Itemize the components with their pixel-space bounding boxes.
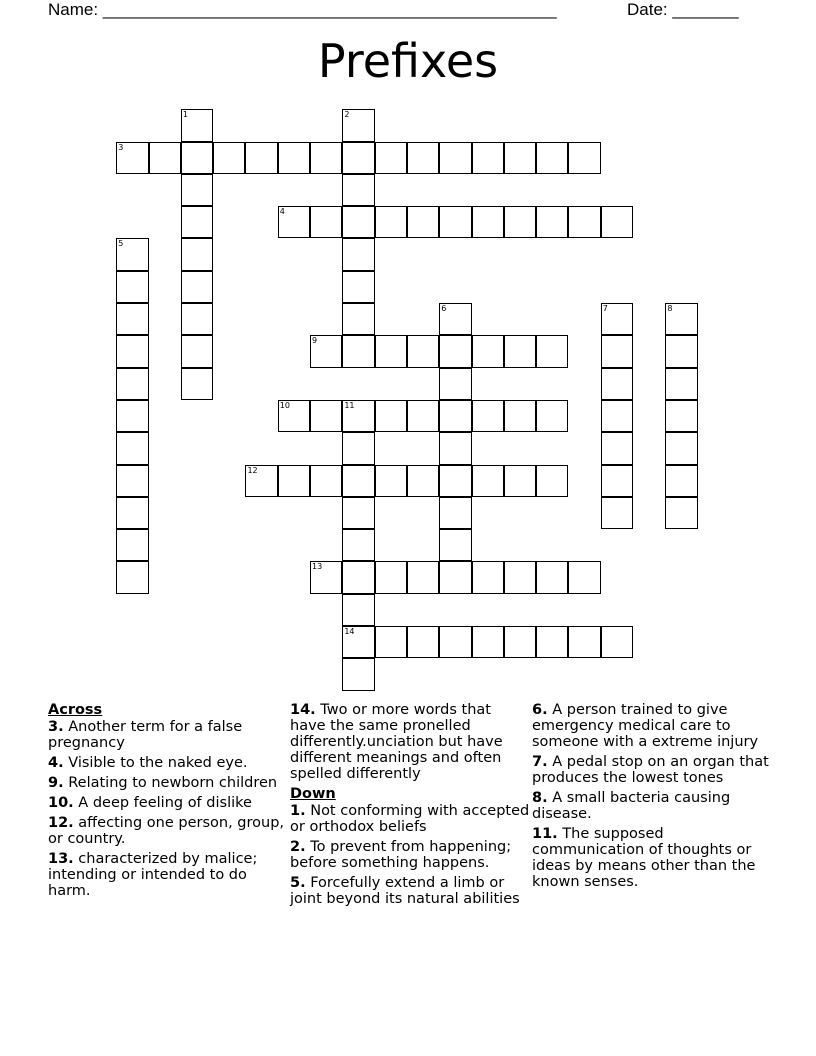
grid-cell[interactable] xyxy=(375,561,407,593)
clue-text: A person trained to give emergency medical care to someone with a extreme injury xyxy=(532,702,759,750)
grid-cell[interactable] xyxy=(504,465,536,497)
clue-number: 5. xyxy=(290,875,306,891)
grid-cell[interactable] xyxy=(536,465,568,497)
grid-cell[interactable] xyxy=(116,368,148,400)
clue-text: Forcefully extend a limb or joint beyond its natural abilities xyxy=(290,875,520,907)
clue-number: 2 xyxy=(344,110,350,120)
clue-heading: Down xyxy=(290,786,336,802)
grid-cell[interactable] xyxy=(472,142,504,174)
grid-cell[interactable] xyxy=(181,142,213,174)
grid-cell[interactable] xyxy=(472,465,504,497)
clue-number: 4 xyxy=(279,207,285,217)
clue-column-1 xyxy=(48,702,288,903)
grid-cell[interactable] xyxy=(116,335,148,367)
grid-cell[interactable] xyxy=(568,142,600,174)
grid-cell[interactable] xyxy=(342,432,374,464)
grid-cell[interactable] xyxy=(472,626,504,658)
grid-cell[interactable] xyxy=(213,142,245,174)
grid-cell[interactable] xyxy=(375,465,407,497)
clue-text: To prevent from happening; before something happens. xyxy=(290,839,512,871)
grid-cell[interactable] xyxy=(181,109,213,141)
grid-cell[interactable] xyxy=(342,174,374,206)
date-field[interactable]: Date: _______ xyxy=(627,0,739,19)
grid-cell[interactable] xyxy=(439,400,471,432)
clue-number: 2. xyxy=(290,839,306,855)
grid-cell[interactable] xyxy=(342,238,374,270)
grid-cell[interactable] xyxy=(116,561,148,593)
clue-number: 1 xyxy=(182,110,188,120)
grid-cell[interactable] xyxy=(407,400,439,432)
grid-cell[interactable] xyxy=(310,465,342,497)
clue-number: 8 xyxy=(667,304,673,314)
grid-cell[interactable] xyxy=(601,335,633,367)
grid-cell[interactable] xyxy=(116,303,148,335)
grid-cell[interactable] xyxy=(536,335,568,367)
clue-down xyxy=(532,826,772,890)
clue-number: 9 xyxy=(312,336,318,346)
grid-cell[interactable] xyxy=(278,142,310,174)
clue-number: 3 xyxy=(118,142,124,152)
grid-cell[interactable] xyxy=(536,206,568,238)
grid-cell[interactable] xyxy=(601,206,633,238)
grid-cell[interactable] xyxy=(149,142,181,174)
grid-cell[interactable] xyxy=(472,561,504,593)
grid-cell[interactable] xyxy=(568,206,600,238)
clue-text: Another term for a false pregnancy xyxy=(48,719,243,751)
clue-number: 3. xyxy=(48,719,64,735)
grid-cell[interactable] xyxy=(439,335,471,367)
grid-cell[interactable] xyxy=(665,432,697,464)
grid-cell[interactable] xyxy=(504,561,536,593)
grid-cell[interactable] xyxy=(116,465,148,497)
clue-text: Relating to newborn children xyxy=(63,775,278,791)
clue-number: 9. xyxy=(48,775,64,791)
clue-number: 1. xyxy=(290,803,306,819)
grid-cell[interactable] xyxy=(375,400,407,432)
grid-cell[interactable] xyxy=(245,465,277,497)
clue-number: 6 xyxy=(441,304,447,314)
clue-down xyxy=(290,803,530,835)
grid-cell[interactable] xyxy=(310,206,342,238)
grid-cell[interactable] xyxy=(665,335,697,367)
grid-cell[interactable] xyxy=(407,561,439,593)
grid-cell[interactable] xyxy=(278,465,310,497)
grid-cell[interactable] xyxy=(342,400,374,432)
grid-cell[interactable] xyxy=(342,561,374,593)
clue-text: Visible to the naked eye. xyxy=(63,755,248,771)
grid-cell[interactable] xyxy=(536,142,568,174)
clue-number: 5 xyxy=(118,239,124,249)
grid-cell[interactable] xyxy=(181,303,213,335)
grid-cell[interactable] xyxy=(601,626,633,658)
clue-down xyxy=(532,702,772,750)
page-title: Prefixes xyxy=(317,34,499,88)
clue-text: characterized by malice; intending or intended to do harm. xyxy=(48,851,258,899)
grid-cell[interactable] xyxy=(504,626,536,658)
grid-cell[interactable] xyxy=(407,626,439,658)
grid-cell[interactable] xyxy=(439,142,471,174)
clue-across xyxy=(290,702,530,782)
clue-number: 12 xyxy=(247,465,258,475)
grid-cell[interactable] xyxy=(439,497,471,529)
grid-cell[interactable] xyxy=(181,174,213,206)
grid-cell[interactable] xyxy=(116,142,148,174)
name-field[interactable]: Name: ________________________________________________ xyxy=(48,0,557,19)
clue-text: A pedal stop on an organ that produces the lowest tones xyxy=(532,754,769,786)
grid-cell[interactable] xyxy=(536,561,568,593)
clue-heading: Across xyxy=(48,702,103,718)
grid-cell[interactable] xyxy=(407,206,439,238)
clue-number: 14. xyxy=(290,702,316,718)
grid-cell[interactable] xyxy=(342,497,374,529)
grid-cell[interactable] xyxy=(439,368,471,400)
grid-cell[interactable] xyxy=(116,529,148,561)
grid-cell[interactable] xyxy=(342,142,374,174)
grid-cell[interactable] xyxy=(342,594,374,626)
grid-cell[interactable] xyxy=(375,335,407,367)
grid-cell[interactable] xyxy=(601,465,633,497)
clue-number: 7 xyxy=(602,304,608,314)
grid-cell[interactable] xyxy=(342,658,374,690)
grid-cell[interactable] xyxy=(601,400,633,432)
grid-cell[interactable] xyxy=(407,335,439,367)
clue-across xyxy=(48,795,288,811)
clue-down xyxy=(290,875,530,907)
clue-down xyxy=(290,839,530,871)
grid-cell[interactable] xyxy=(342,206,374,238)
grid-cell[interactable] xyxy=(504,206,536,238)
clue-number: 12. xyxy=(48,815,74,831)
grid-cell[interactable] xyxy=(116,400,148,432)
grid-cell[interactable] xyxy=(181,271,213,303)
grid-cell[interactable] xyxy=(439,465,471,497)
grid-cell[interactable] xyxy=(181,335,213,367)
clue-text: Not conforming with accepted or orthodox beliefs xyxy=(290,803,530,835)
clue-number: 8. xyxy=(532,790,548,806)
clue-number: 11 xyxy=(344,400,355,410)
grid-cell[interactable] xyxy=(342,109,374,141)
grid-cell[interactable] xyxy=(278,400,310,432)
clue-across xyxy=(48,775,288,791)
clue-number: 4. xyxy=(48,755,64,771)
clue-text: A deep feeling of dislike xyxy=(73,795,252,811)
clue-number: 13 xyxy=(312,562,323,572)
grid-cell[interactable] xyxy=(601,368,633,400)
clue-across xyxy=(48,755,288,771)
grid-cell[interactable] xyxy=(439,529,471,561)
grid-cell[interactable] xyxy=(375,206,407,238)
grid-cell[interactable] xyxy=(116,238,148,270)
clue-across xyxy=(48,815,288,847)
grid-cell[interactable] xyxy=(310,400,342,432)
clue-number: 10 xyxy=(279,400,290,410)
grid-cell[interactable] xyxy=(504,400,536,432)
grid-cell[interactable] xyxy=(375,626,407,658)
clue-column-2 xyxy=(290,702,530,911)
grid-cell[interactable] xyxy=(116,271,148,303)
clue-number: 10. xyxy=(48,795,74,811)
grid-cell[interactable] xyxy=(504,142,536,174)
grid-cell[interactable] xyxy=(665,497,697,529)
grid-cell[interactable] xyxy=(342,335,374,367)
grid-cell[interactable] xyxy=(342,626,374,658)
grid-cell[interactable] xyxy=(116,497,148,529)
clue-number: 14 xyxy=(344,627,355,637)
grid-cell[interactable] xyxy=(665,303,697,335)
clue-down xyxy=(532,754,772,786)
grid-cell[interactable] xyxy=(601,432,633,464)
grid-cell[interactable] xyxy=(439,206,471,238)
grid-cell[interactable] xyxy=(472,206,504,238)
clue-number: 13. xyxy=(48,851,74,867)
clue-number: 7. xyxy=(532,754,548,770)
clue-number: 11. xyxy=(532,826,558,842)
grid-cell[interactable] xyxy=(342,465,374,497)
grid-cell[interactable] xyxy=(181,238,213,270)
clue-text: The supposed communication of thoughts or ideas by means other than the known senses. xyxy=(532,826,756,890)
grid-cell[interactable] xyxy=(439,626,471,658)
grid-cell[interactable] xyxy=(310,142,342,174)
clue-down xyxy=(532,790,772,822)
grid-cell[interactable] xyxy=(536,626,568,658)
clue-number: 6. xyxy=(532,702,548,718)
grid-cell[interactable] xyxy=(310,561,342,593)
grid-cell[interactable] xyxy=(342,303,374,335)
grid-cell[interactable] xyxy=(665,465,697,497)
grid-cell[interactable] xyxy=(407,465,439,497)
grid-cell[interactable] xyxy=(504,335,536,367)
grid-cell[interactable] xyxy=(375,142,407,174)
grid-cell[interactable] xyxy=(665,400,697,432)
grid-cell[interactable] xyxy=(310,335,342,367)
grid-cell[interactable] xyxy=(568,626,600,658)
grid-cell[interactable] xyxy=(665,368,697,400)
grid-cell[interactable] xyxy=(181,206,213,238)
grid-cell[interactable] xyxy=(601,303,633,335)
grid-cell[interactable] xyxy=(407,142,439,174)
clue-across xyxy=(48,719,288,751)
grid-cell[interactable] xyxy=(568,561,600,593)
clue-text: Two or more words that have the same pronelled differently.unciation but have different meanings and often spelled differently xyxy=(290,702,503,782)
grid-cell[interactable] xyxy=(439,303,471,335)
grid-cell[interactable] xyxy=(342,271,374,303)
clue-column-3 xyxy=(532,702,772,894)
grid-cell[interactable] xyxy=(342,529,374,561)
grid-cell[interactable] xyxy=(245,142,277,174)
grid-cell[interactable] xyxy=(536,400,568,432)
clue-text: affecting one person, group, or country. xyxy=(48,815,285,847)
grid-cell[interactable] xyxy=(181,368,213,400)
grid-cell[interactable] xyxy=(439,432,471,464)
clue-text: A small bacteria causing disease. xyxy=(532,790,731,822)
grid-cell[interactable] xyxy=(601,497,633,529)
grid-cell[interactable] xyxy=(472,400,504,432)
grid-cell[interactable] xyxy=(278,206,310,238)
grid-cell[interactable] xyxy=(439,561,471,593)
grid-cell[interactable] xyxy=(116,432,148,464)
grid-cell[interactable] xyxy=(472,335,504,367)
clue-across xyxy=(48,851,288,899)
